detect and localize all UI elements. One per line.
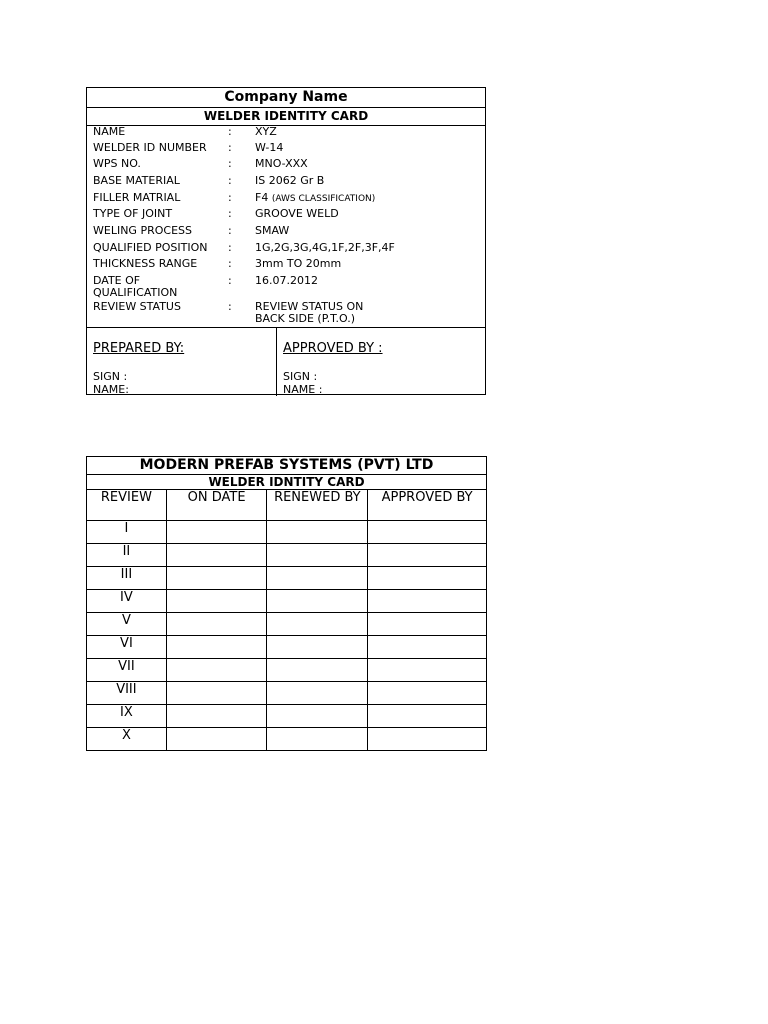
table-row: [87, 728, 487, 751]
field-label: WELING PROCESS: [93, 224, 192, 237]
review-number: III: [87, 567, 167, 590]
on-date-cell[interactable]: [166, 705, 267, 728]
approved-by-cell[interactable]: [368, 682, 487, 705]
approved-by-cell[interactable]: [368, 636, 487, 659]
renewed-by-cell[interactable]: [267, 682, 368, 705]
field-label-line1: DATE OF: [93, 274, 141, 287]
approved-name-label: NAME :: [283, 383, 323, 396]
review-number: VII: [87, 659, 167, 682]
header-approved-by: APPROVED BY: [368, 490, 487, 521]
field-label: [93, 275, 223, 299]
table-row: [87, 705, 487, 728]
review-number: VI: [87, 636, 167, 659]
field-colon: :: [228, 125, 232, 138]
on-date-cell[interactable]: [166, 659, 267, 682]
field-label: WPS NO.: [93, 157, 141, 170]
approved-by-cell[interactable]: [368, 590, 487, 613]
on-date-cell[interactable]: [166, 682, 267, 705]
prepared-sign-label: SIGN :: [93, 370, 128, 383]
on-date-cell[interactable]: [166, 728, 267, 751]
renewed-by-cell[interactable]: [267, 590, 368, 613]
approved-by-cell[interactable]: [368, 705, 487, 728]
field-value: GROOVE WELD: [255, 207, 339, 220]
on-date-cell[interactable]: [166, 613, 267, 636]
approved-sign-label: SIGN :: [283, 370, 318, 383]
field-label: WELDER ID NUMBER: [93, 141, 207, 154]
field-colon: :: [228, 191, 232, 204]
field-colon: :: [228, 141, 232, 154]
field-value: MNO-XXX: [255, 157, 308, 170]
field-value-note: (AWS CLASSIFICATION): [271, 194, 376, 204]
renewed-by-cell[interactable]: [267, 705, 368, 728]
header-on-date: ON DATE: [166, 490, 267, 521]
table-row: [87, 659, 487, 682]
approved-by-heading: APPROVED BY :: [283, 341, 383, 356]
renewed-by-cell[interactable]: [267, 544, 368, 567]
field-label: BASE MATERIAL: [93, 174, 180, 187]
table-row: [87, 590, 487, 613]
field-label: FILLER MATRIAL: [93, 191, 181, 204]
field-label: NAME: [93, 125, 126, 138]
field-label: REVIEW STATUS: [93, 300, 181, 313]
field-value: 3mm TO 20mm: [255, 257, 342, 270]
field-value-main: F4: [255, 191, 269, 204]
renewed-by-cell[interactable]: [267, 728, 368, 751]
field-label: TYPE OF JOINT: [93, 207, 173, 220]
field-label-line2: QUALIFICATION: [93, 286, 178, 299]
field-value: XYZ: [255, 125, 277, 138]
on-date-cell[interactable]: [166, 521, 267, 544]
table-row: [87, 544, 487, 567]
renewed-by-cell[interactable]: [267, 613, 368, 636]
field-colon: :: [228, 274, 232, 287]
review-number: X: [87, 728, 167, 751]
renewed-by-cell[interactable]: [267, 521, 368, 544]
prepared-by-block: [87, 328, 277, 396]
on-date-cell[interactable]: [166, 590, 267, 613]
approved-by-cell[interactable]: [368, 613, 487, 636]
field-colon: :: [228, 174, 232, 187]
table-row: [87, 682, 487, 705]
card-title: WELDER IDENTITY CARD: [87, 108, 485, 126]
on-date-cell[interactable]: [166, 544, 267, 567]
field-label: THICKNESS RANGE: [93, 257, 198, 270]
field-colon: :: [228, 257, 232, 270]
prepared-by-heading: PREPARED BY:: [93, 341, 185, 356]
company-name: Company Name: [87, 88, 485, 108]
table-row: [87, 636, 487, 659]
review-number: IV: [87, 590, 167, 613]
welder-identity-card: [86, 87, 486, 395]
on-date-cell[interactable]: [166, 567, 267, 590]
header-review: REVIEW: [87, 490, 167, 521]
renewed-by-cell[interactable]: [267, 636, 368, 659]
header-renewed-by: RENEWED BY: [267, 490, 368, 521]
review-number: VIII: [87, 682, 167, 705]
approved-by-block: [277, 328, 485, 396]
prepared-name-label: NAME:: [93, 383, 129, 396]
table-row: [87, 521, 487, 544]
field-colon: :: [228, 224, 232, 237]
field-value: SMAW: [255, 224, 290, 237]
field-value: IS 2062 Gr B: [255, 174, 325, 187]
approved-by-cell[interactable]: [368, 567, 487, 590]
field-colon: :: [228, 241, 232, 254]
review-number: V: [87, 613, 167, 636]
approved-by-cell[interactable]: [368, 659, 487, 682]
review-card-title: WELDER IDNTITY CARD: [87, 475, 487, 490]
review-company-name: MODERN PREFAB SYSTEMS (PVT) LTD: [87, 457, 487, 475]
signature-section: [87, 328, 485, 396]
field-value: W-14: [255, 141, 284, 154]
card-fields: [87, 126, 485, 328]
approved-by-cell[interactable]: [368, 521, 487, 544]
renewed-by-cell[interactable]: [267, 659, 368, 682]
table-row: [87, 567, 487, 590]
renewed-by-cell[interactable]: [267, 567, 368, 590]
review-number: IX: [87, 705, 167, 728]
review-number: I: [87, 521, 167, 544]
approved-by-cell[interactable]: [368, 728, 487, 751]
field-value: [255, 301, 455, 325]
on-date-cell[interactable]: [166, 636, 267, 659]
review-number: II: [87, 544, 167, 567]
field-colon: :: [228, 207, 232, 220]
field-value: 16.07.2012: [255, 274, 318, 287]
field-colon: :: [228, 157, 232, 170]
field-value-line1: REVIEW STATUS ON: [255, 300, 364, 313]
field-value: 1G,2G,3G,4G,1F,2F,3F,4F: [255, 241, 395, 254]
approved-by-cell[interactable]: [368, 544, 487, 567]
field-value-line2: BACK SIDE (P.T.O.): [255, 312, 356, 325]
field-label: QUALIFIED POSITION: [93, 241, 208, 254]
table-row: [87, 613, 487, 636]
field-value: [255, 192, 455, 205]
review-table: [86, 456, 487, 751]
field-colon: :: [228, 300, 232, 313]
